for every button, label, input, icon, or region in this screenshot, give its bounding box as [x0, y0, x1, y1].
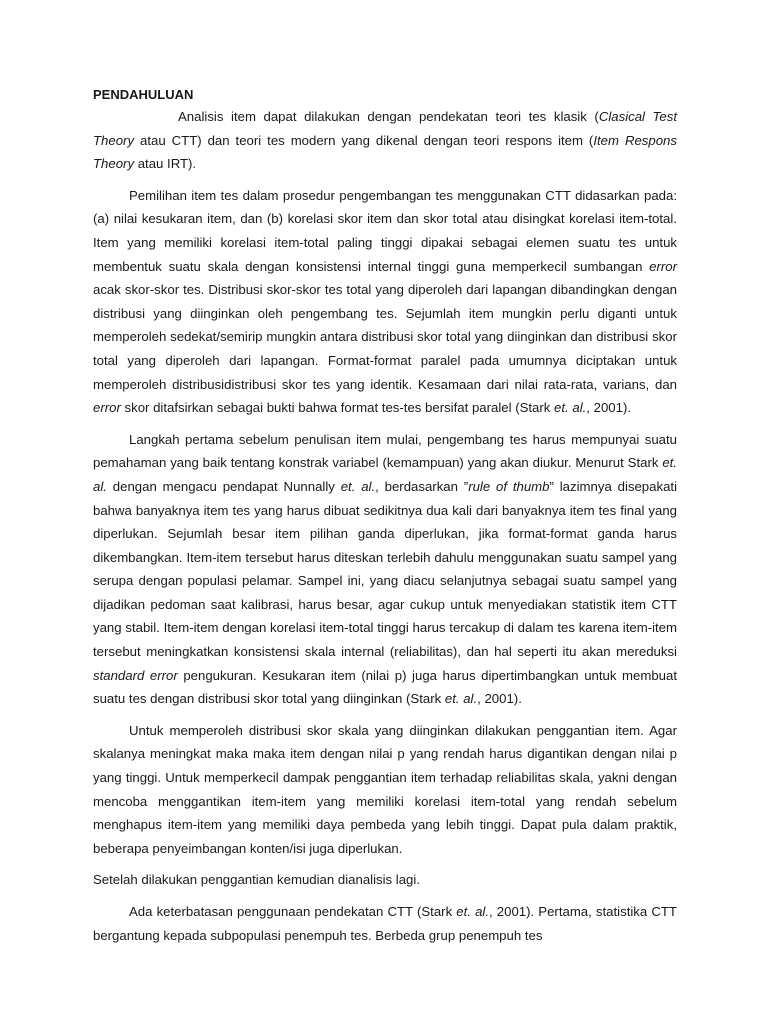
italic-term: rule of thumb — [468, 478, 550, 494]
text-run: pengukuran. Kesukaran item (nilai p) juga harus dipertimbangkan untuk membuat suatu tes dengan distribusi skor total yang diinginkan (Stark — [93, 667, 678, 707]
text-run: Langkah pertama sebelum penulisan item mulai, pengembang tes harus mempunyai suatu pemahaman yang baik tentang konstrak variabel (kemampuan) yang akan diukur. Menurut Stark — [93, 431, 677, 471]
italic-term: Clasical Test Theory — [93, 109, 677, 148]
text-run: Untuk memperoleh distribusi skor skala yang diinginkan dilakukan penggantian item. Agar skalanya meningkat maka maka item dengan nilai p yang rendah harus digantikan dengan nilai p yang tinggi. Untuk memperkecil dampak penggantian item terhadap reliabilitas skala, yakni dengan mencoba menggantikan item-item yang memiliki korelasi item-total yang rendah sebelum menghapus item-item yang memiliki daya pembeda yang lebih tinggi. Dapat pula dalam praktik, beberapa penyeimbangan konten/isi juga diperlukan. — [93, 722, 677, 856]
paragraph-first-step — [93, 428, 677, 711]
text-run: , 2001). Pertama, statistika CTT bergantung kepada subpopulasi penempuh tes. Berbeda grup penempuh tes — [93, 904, 677, 943]
text-run: , 2001). — [477, 691, 522, 707]
paragraph-item-selection — [93, 184, 677, 420]
paragraph-intro — [93, 105, 677, 176]
paragraph-limitations — [93, 900, 677, 947]
text-run: Setelah dilakukan penggantian kemudian dianalisis lagi. — [93, 872, 420, 888]
text-run: Ada keterbatasan penggunaan pendekatan CTT (Stark — [129, 904, 457, 919]
italic-term: error — [649, 258, 677, 274]
italic-term: et. al. — [456, 904, 489, 919]
text-run: , 2001). — [586, 400, 632, 416]
text-run: , berdasarkan ” — [375, 478, 469, 494]
text-run: acak skor-skor tes. Distribusi skor-skor tes total yang diperoleh dari lapangan dibandingkan dengan distribusi yang diinginkan oleh pengembang tes. Sejumlah item mungkin perlu diganti untuk memperoleh sedekat/semirip mungkin antara distribusi skor total yang diinginkan dan distribusi skor total yang diperoleh dari lapangan. Format-format paralel pada umumnya diciptakan untuk memperoleh distribusidistribusi skor tes yang identik. Kesamaan dari nilai rata-rata, varians, dan — [93, 282, 677, 392]
italic-term: et. al. — [340, 478, 376, 494]
italic-term: et. al. — [93, 455, 677, 494]
italic-term: et. al. — [444, 691, 478, 707]
paragraph-reanalysis — [93, 868, 677, 892]
text-run: Analisis item dapat dilakukan dengan pendekatan teori tes klasik ( — [178, 109, 599, 124]
text-run: atau IRT). — [134, 156, 197, 172]
text-run: dengan mengacu pendapat Nunnally — [106, 478, 341, 494]
text-run: skor ditafsirkan sebagai bukti bahwa format tes-tes bersifat paralel (Stark — [120, 400, 555, 416]
text-run: Pemilihan item tes dalam prosedur pengembangan tes menggunakan CTT didasarkan pada: (a) nilai kesukaran item, dan (b) korelasi skor item dan skor total atau disingkat korelasi item-total. Item yang memiliki korelasi item-total paling tinggi dipakai sebagai elemen suatu tes untuk membentuk suatu skala dengan konsistensi internal tinggi guna memperkecil sumbangan — [93, 187, 677, 274]
italic-term: Item Respons Theory — [93, 132, 677, 172]
italic-term: error — [93, 400, 121, 416]
text-run: ” lazimnya disepakati bahwa banyaknya item tes yang harus dibuat sedikitnya dua kali dari banyaknya item tes final yang diperlukan. Sejumlah besar item pilihan ganda diperlukan, jika format-format ganda harus dikembangkan. Item-item tersebut harus diteskan terlebih dahulu menggunakan suatu sampel yang serupa dengan populasi pelamar. Sampel ini, yang diacu selanjutnya sebagai suatu sampel yang dijadikan pedoman saat kalibrasi, harus besar, agar cukup untuk menyediakan statistik item CTT yang stabil. Item-item dengan korelasi item-total tinggi harus tercakup di dalam tes karena item-item tersebut meningkatkan konsistensi skala internal (reliabilitas), dan hal seperti itu akan mereduksi — [93, 478, 677, 660]
italic-term: et. al. — [554, 400, 587, 416]
text-run: atau CTT) dan teori tes modern yang dikenal dengan teori respons item ( — [134, 132, 594, 148]
paragraph-replacement — [93, 719, 677, 861]
italic-term: standard error — [93, 667, 178, 683]
section-heading: PENDAHULUAN — [93, 87, 194, 102]
